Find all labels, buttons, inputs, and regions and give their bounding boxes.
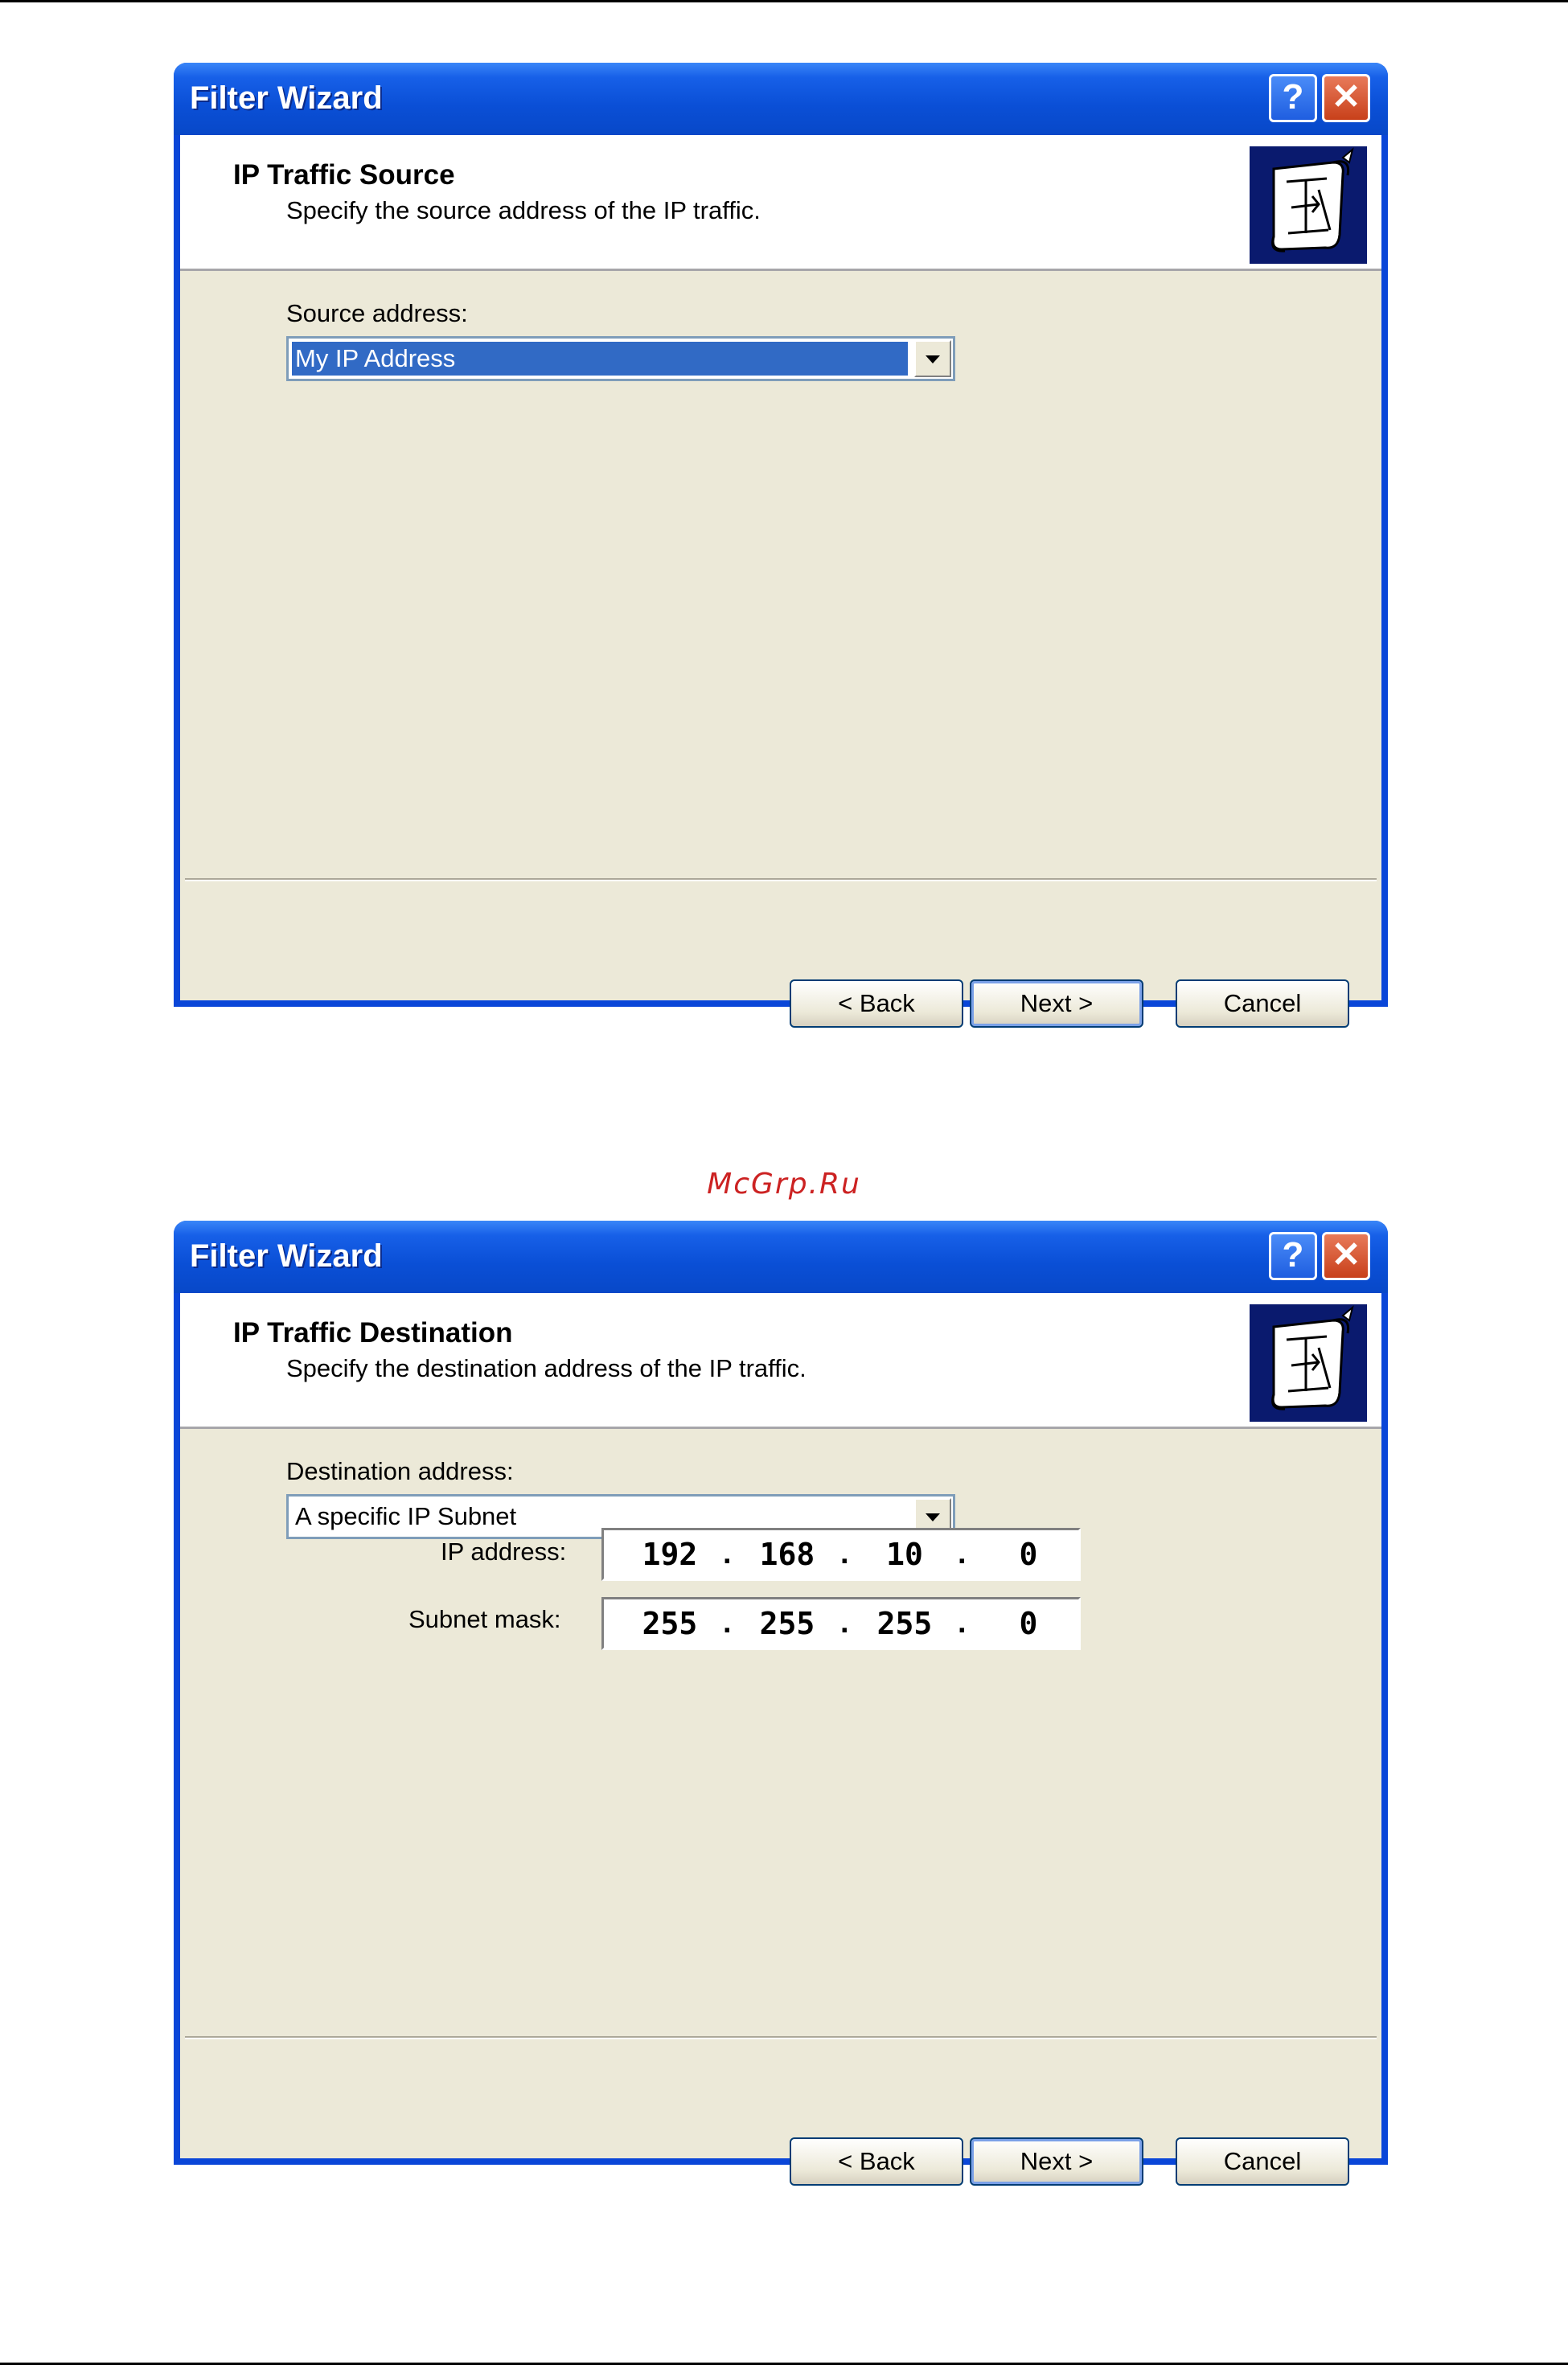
wizard-scroll-icon — [1250, 146, 1367, 264]
dropdown-arrow-icon — [926, 1513, 940, 1521]
dropdown-arrow-icon — [926, 355, 940, 363]
close-icon: ✕ — [1331, 77, 1361, 117]
wizard-header — [180, 135, 1381, 271]
dialog-body — [180, 1293, 1381, 2175]
mask-dot: . — [840, 1606, 849, 1640]
help-icon: ? — [1282, 77, 1304, 117]
ip-dot: . — [723, 1537, 732, 1570]
help-button[interactable] — [1269, 1232, 1317, 1280]
mask-octet-1[interactable]: 255 — [642, 1606, 698, 1641]
button-separator — [185, 878, 1377, 881]
filter-wizard-destination-dialog — [174, 1221, 1388, 2175]
ip-dot: . — [958, 1537, 967, 1570]
ip-address-field[interactable] — [601, 1528, 1081, 1581]
back-button[interactable]: < Back — [790, 979, 963, 1028]
dialog-body — [180, 135, 1381, 1017]
wizard-scroll-icon — [1250, 1304, 1367, 1422]
source-address-select[interactable] — [286, 336, 955, 381]
title-bar[interactable] — [174, 63, 1388, 135]
window-title: Filter Wizard — [190, 80, 383, 116]
ip-address-label: IP address: — [441, 1538, 567, 1566]
close-icon: ✕ — [1331, 1235, 1361, 1275]
close-button[interactable] — [1322, 74, 1370, 122]
destination-address-label: Destination address: — [286, 1457, 514, 1485]
ip-octet-3[interactable]: 10 — [886, 1537, 923, 1572]
title-bar[interactable] — [174, 1221, 1388, 1293]
page-title: IP Traffic Source — [233, 159, 455, 191]
help-icon: ? — [1282, 1235, 1304, 1275]
window-title: Filter Wizard — [190, 1238, 383, 1274]
page-subtitle: Specify the source address of the IP traffic. — [286, 196, 761, 224]
wizard-header — [180, 1293, 1381, 1429]
cancel-button[interactable]: Cancel — [1176, 2137, 1349, 2186]
close-button[interactable] — [1322, 1232, 1370, 1280]
mask-dot: . — [723, 1606, 732, 1640]
next-button[interactable]: Next > — [970, 979, 1143, 1028]
filter-wizard-source-dialog — [174, 63, 1388, 1017]
cancel-button[interactable]: Cancel — [1176, 979, 1349, 1028]
ip-dot: . — [840, 1537, 849, 1570]
destination-address-value: A specific IP Subnet — [295, 1502, 517, 1530]
watermark-text: McGrp.Ru — [707, 1168, 861, 1201]
page-subtitle: Specify the destination address of the IP traffic. — [286, 1354, 807, 1382]
source-address-value: My IP Address — [292, 342, 908, 376]
mask-dot: . — [958, 1606, 967, 1640]
subnet-mask-field[interactable] — [601, 1597, 1081, 1650]
ip-octet-2[interactable]: 168 — [759, 1537, 815, 1572]
bottom-rule — [0, 2363, 1568, 2365]
top-rule — [0, 0, 1568, 2]
back-button[interactable]: < Back — [790, 2137, 963, 2186]
ip-octet-1[interactable]: 192 — [642, 1537, 698, 1572]
subnet-mask-label: Subnet mask: — [408, 1605, 561, 1633]
page-title: IP Traffic Destination — [233, 1317, 513, 1349]
ip-octet-4[interactable]: 0 — [1019, 1537, 1038, 1572]
help-button[interactable] — [1269, 74, 1317, 122]
mask-octet-4[interactable]: 0 — [1019, 1606, 1038, 1641]
button-separator — [185, 2036, 1377, 2039]
mask-octet-2[interactable]: 255 — [759, 1606, 815, 1641]
dropdown-button[interactable] — [914, 340, 951, 377]
mask-octet-3[interactable]: 255 — [876, 1606, 933, 1641]
next-button[interactable]: Next > — [970, 2137, 1143, 2186]
source-address-label: Source address: — [286, 299, 468, 327]
